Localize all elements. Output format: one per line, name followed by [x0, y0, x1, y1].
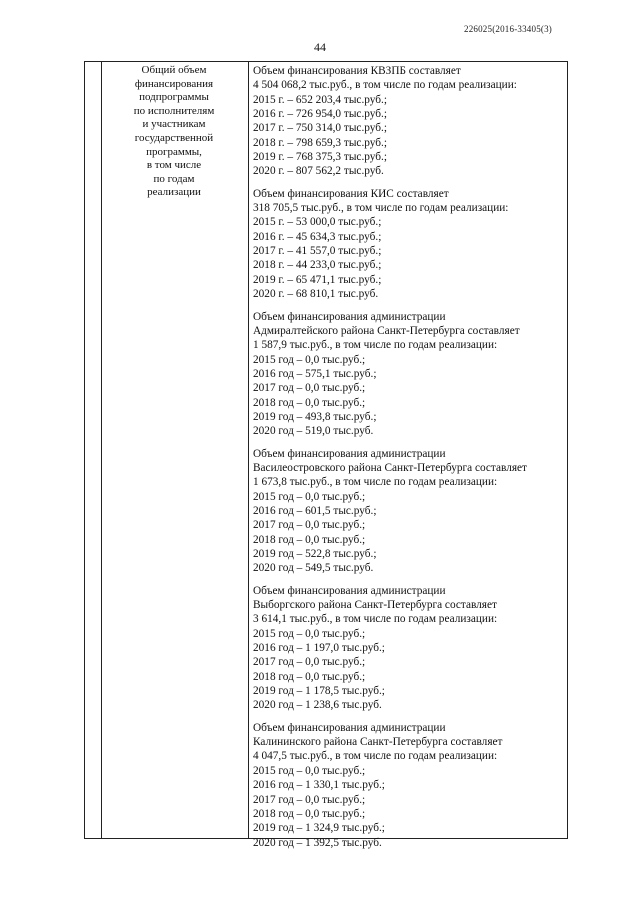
year-line: 2017 год – 0,0 тыс.руб.; [253, 793, 366, 806]
block-total: 318 705,5 тыс.руб., в том числе по годам реализации: [253, 202, 509, 215]
year-line: 2018 г. – 44 233,0 тыс.руб.; [253, 259, 382, 272]
row-label-line: и участникам [142, 118, 206, 131]
document-id: 226025(2016-33405(3) [464, 24, 552, 34]
year-line: 2020 г. – 807 562,2 тыс.руб. [253, 165, 384, 178]
year-line: 2018 год – 0,0 тыс.руб.; [253, 533, 366, 546]
row-label-line: реализации [147, 186, 201, 199]
year-line: 2015 год – 0,0 тыс.руб.; [253, 490, 366, 503]
financing-table [84, 61, 568, 849]
year-line: 2020 год – 1 238,6 тыс.руб. [253, 699, 382, 712]
financing-block-vasileostrovsky [253, 447, 565, 576]
block-heading: Адмиралтейского района Санкт-Петербурга составляет [253, 324, 520, 337]
year-line: 2020 год – 1 392,5 тыс.руб. [253, 836, 382, 849]
block-heading: Объем финансирования КВЗПБ составляет [253, 65, 461, 77]
year-line: 2016 г. – 726 954,0 тыс.руб.; [253, 108, 387, 121]
year-line: 2018 год – 0,0 тыс.руб.; [253, 396, 366, 409]
year-line: 2019 год – 1 178,5 тыс.руб.; [253, 685, 385, 698]
block-heading: Объем финансирования администрации [253, 310, 446, 323]
row-label-line: по годам [153, 172, 195, 185]
page-number: 44 [314, 40, 326, 54]
financing-block-kalininsky [253, 721, 565, 850]
year-line: 2016 год – 575,1 тыс.руб.; [253, 367, 377, 380]
row-label-line: по исполнителям [133, 104, 215, 117]
block-heading: Объем финансирования КИС составляет [253, 187, 449, 200]
financing-block-vyborgsky [253, 584, 565, 713]
financing-block-admiralteysky [253, 310, 565, 439]
year-line: 2015 г. – 53 000,0 тыс.руб.; [253, 216, 382, 229]
block-heading: Объем финансирования администрации [253, 447, 446, 460]
financing-block-kvzpb [253, 64, 565, 179]
year-line: 2016 г. – 45 634,3 тыс.руб.; [253, 230, 382, 243]
row-label-line: подпрограммы [139, 91, 209, 104]
year-line: 2017 год – 0,0 тыс.руб.; [253, 519, 366, 532]
year-line: 2015 год – 0,0 тыс.руб.; [253, 353, 366, 366]
block-heading: Объем финансирования администрации [253, 584, 446, 597]
year-line: 2015 год – 0,0 тыс.руб.; [253, 627, 366, 640]
year-line: 2017 г. – 750 314,0 тыс.руб.; [253, 122, 387, 135]
year-line: 2015 год – 0,0 тыс.руб.; [253, 764, 366, 777]
year-line: 2019 год – 1 324,9 тыс.руб.; [253, 822, 385, 835]
year-line: 2016 год – 1 197,0 тыс.руб.; [253, 642, 385, 655]
row-label-line: программы, [146, 145, 202, 158]
block-heading: Выборгского района Санкт-Петербурга составляет [253, 599, 497, 612]
block-total: 1 587,9 тыс.руб., в том числе по годам реализации: [253, 339, 498, 352]
year-line: 2018 год – 0,0 тыс.руб.; [253, 670, 366, 683]
block-total: 4 047,5 тыс.руб., в том числе по годам реализации: [253, 750, 498, 763]
row-label-line: финансирования [134, 77, 214, 90]
table-inner-border [101, 62, 102, 838]
year-line: 2017 год – 0,0 тыс.руб.; [253, 656, 366, 669]
column-divider [248, 62, 249, 838]
year-line: 2016 год – 1 330,1 тыс.руб.; [253, 779, 385, 792]
row-label-line: государственной [134, 131, 214, 144]
year-line: 2017 год – 0,0 тыс.руб.; [253, 382, 366, 395]
year-line: 2016 год – 601,5 тыс.руб.; [253, 504, 377, 517]
year-line: 2019 г. – 768 375,3 тыс.руб.; [253, 151, 387, 164]
block-heading: Объем финансирования администрации [253, 721, 446, 734]
block-total: 1 673,8 тыс.руб., в том числе по годам реализации: [253, 476, 498, 489]
year-line: 2019 год – 522,8 тыс.руб.; [253, 548, 377, 560]
row-label-line: в том числе [146, 159, 202, 172]
year-line: 2019 год – 493,8 тыс.руб.; [253, 410, 377, 423]
row-label-line: Общий объем [141, 64, 207, 76]
year-line: 2018 год – 0,0 тыс.руб.; [253, 807, 366, 820]
year-line: 2018 г. – 798 659,3 тыс.руб.; [253, 136, 387, 149]
block-heading: Василеостровского района Санкт-Петербурга составляет [253, 461, 527, 474]
year-line: 2020 г. – 68 810,1 тыс.руб. [253, 288, 379, 301]
year-line: 2015 г. – 652 203,4 тыс.руб.; [253, 93, 387, 106]
block-total: 3 614,1 тыс.руб., в том числе по годам реализации: [253, 613, 498, 626]
year-line: 2019 г. – 65 471,1 тыс.руб.; [253, 273, 382, 286]
block-heading: Калининского района Санкт-Петербурга составляет [253, 736, 503, 749]
year-line: 2020 год – 519,0 тыс.руб. [253, 425, 374, 438]
year-line: 2017 г. – 41 557,0 тыс.руб.; [253, 245, 382, 258]
year-line: 2020 год – 549,5 тыс.руб. [253, 562, 374, 575]
row-label [104, 64, 244, 200]
financing-block-kis [253, 187, 565, 302]
block-total: 4 504 068,2 тыс.руб., в том числе по годам реализации: [253, 79, 517, 92]
financing-details [253, 64, 565, 858]
